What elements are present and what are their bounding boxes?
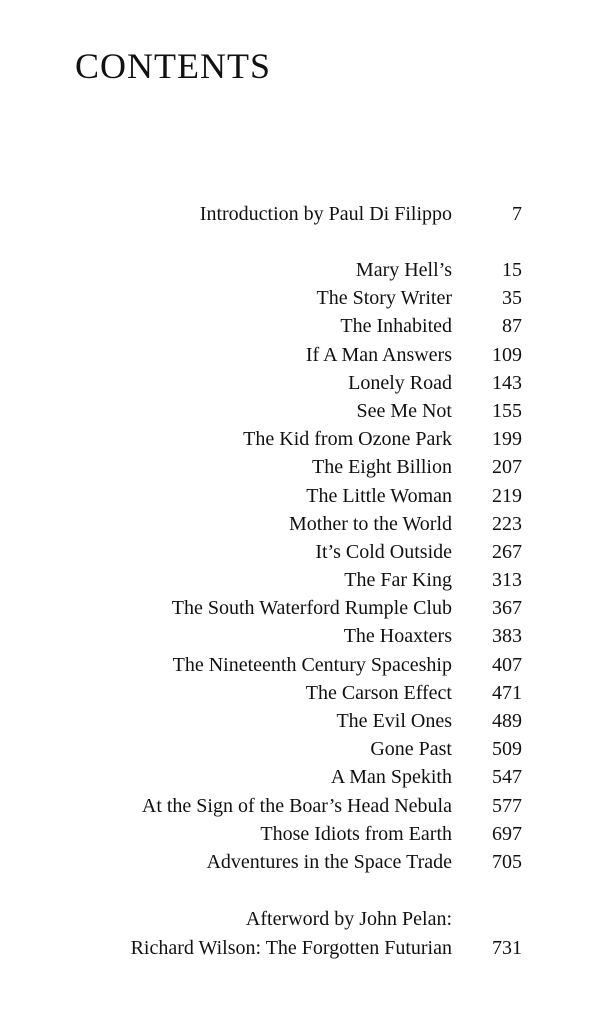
entry-title: Mary Hell’s xyxy=(355,259,452,281)
contents-entry xyxy=(0,820,600,848)
entry-title: Gone Past xyxy=(370,738,452,761)
contents-list xyxy=(0,256,600,876)
entry-page-number: 705 xyxy=(492,850,522,873)
contents-entry xyxy=(0,792,600,820)
entry-title: The Hoaxters xyxy=(343,625,452,648)
entry-title: See Me Not xyxy=(356,399,452,422)
entry-page-number: 143 xyxy=(492,371,522,394)
contents-entry xyxy=(0,341,600,369)
contents-entry xyxy=(0,594,600,622)
entry-title: The Little Woman xyxy=(306,484,452,507)
entry-title: If A Man Answers xyxy=(305,343,452,366)
entry-page-number: 577 xyxy=(492,794,522,817)
entry-page-number: 509 xyxy=(492,738,522,761)
entry-page-number: 367 xyxy=(492,597,522,620)
afterword-title-line-1: Afterword by John Pelan: xyxy=(245,908,452,930)
entry-title: Those Idiots from Earth xyxy=(260,822,452,845)
contents-entry xyxy=(0,397,600,425)
afterword-page-number: 731 xyxy=(492,937,522,959)
contents-entry xyxy=(0,256,600,284)
entry-page-number: 489 xyxy=(492,710,522,732)
entry-page-number: 547 xyxy=(492,766,522,789)
introduction-page-number: 7 xyxy=(512,203,522,225)
entry-title: The Evil Ones xyxy=(336,710,452,732)
entry-page-number: 155 xyxy=(492,399,522,422)
contents-entry xyxy=(0,566,600,594)
entry-page-number: 267 xyxy=(492,540,522,563)
contents-entry xyxy=(0,369,600,397)
entry-title: The South Waterford Rumple Club xyxy=(171,597,452,620)
entry-page-number: 207 xyxy=(492,456,522,479)
entry-title: The Nineteenth Century Spaceship xyxy=(172,653,452,676)
page-title: CONTENTS xyxy=(75,46,271,86)
introduction-title: Introduction by Paul Di Filippo xyxy=(199,203,452,225)
contents-entry xyxy=(0,679,600,707)
entry-title: The Far King xyxy=(344,569,452,592)
contents-entry xyxy=(0,538,600,566)
entry-title: At the Sign of the Boar’s Head Nebula xyxy=(141,794,452,817)
entry-page-number: 219 xyxy=(492,484,522,507)
entry-title: Lonely Road xyxy=(348,371,452,394)
entry-page-number: 15 xyxy=(502,259,522,281)
entry-title: The Eight Billion xyxy=(312,456,452,479)
contents-entry xyxy=(0,622,600,650)
entry-page-number: 313 xyxy=(492,569,522,592)
entry-page-number: 87 xyxy=(502,315,522,338)
entry-page-number: 35 xyxy=(502,287,522,310)
entry-title: The Kid from Ozone Park xyxy=(243,428,452,451)
contents-entry xyxy=(0,848,600,876)
entry-page-number: 407 xyxy=(492,653,522,676)
contents-entry xyxy=(0,763,600,791)
entry-page-number: 697 xyxy=(492,822,522,845)
entry-page-number: 109 xyxy=(492,343,522,366)
contents-entry xyxy=(0,651,600,679)
entry-title: The Story Writer xyxy=(316,287,452,310)
entry-page-number: 223 xyxy=(492,512,522,535)
contents-entry xyxy=(0,425,600,453)
entry-title: The Carson Effect xyxy=(305,681,452,704)
contents-entry xyxy=(0,735,600,763)
entry-title: Mother to the World xyxy=(289,512,452,535)
introduction-entry xyxy=(0,200,600,228)
contents-entry xyxy=(0,453,600,481)
entry-title: The Inhabited xyxy=(340,315,452,338)
entry-title: Adventures in the Space Trade xyxy=(206,850,452,873)
contents-entry xyxy=(0,482,600,510)
contents-entry xyxy=(0,284,600,312)
entry-title: A Man Spekith xyxy=(330,766,452,789)
entry-page-number: 199 xyxy=(492,428,522,451)
afterword-entry xyxy=(0,905,600,965)
entry-page-number: 383 xyxy=(492,625,522,648)
contents-entry xyxy=(0,312,600,340)
entry-page-number: 471 xyxy=(492,681,522,704)
contents-entry xyxy=(0,510,600,538)
entry-title: It’s Cold Outside xyxy=(315,540,452,563)
contents-entry xyxy=(0,707,600,735)
afterword-title-line-2: Richard Wilson: The Forgotten Futurian xyxy=(130,937,452,959)
